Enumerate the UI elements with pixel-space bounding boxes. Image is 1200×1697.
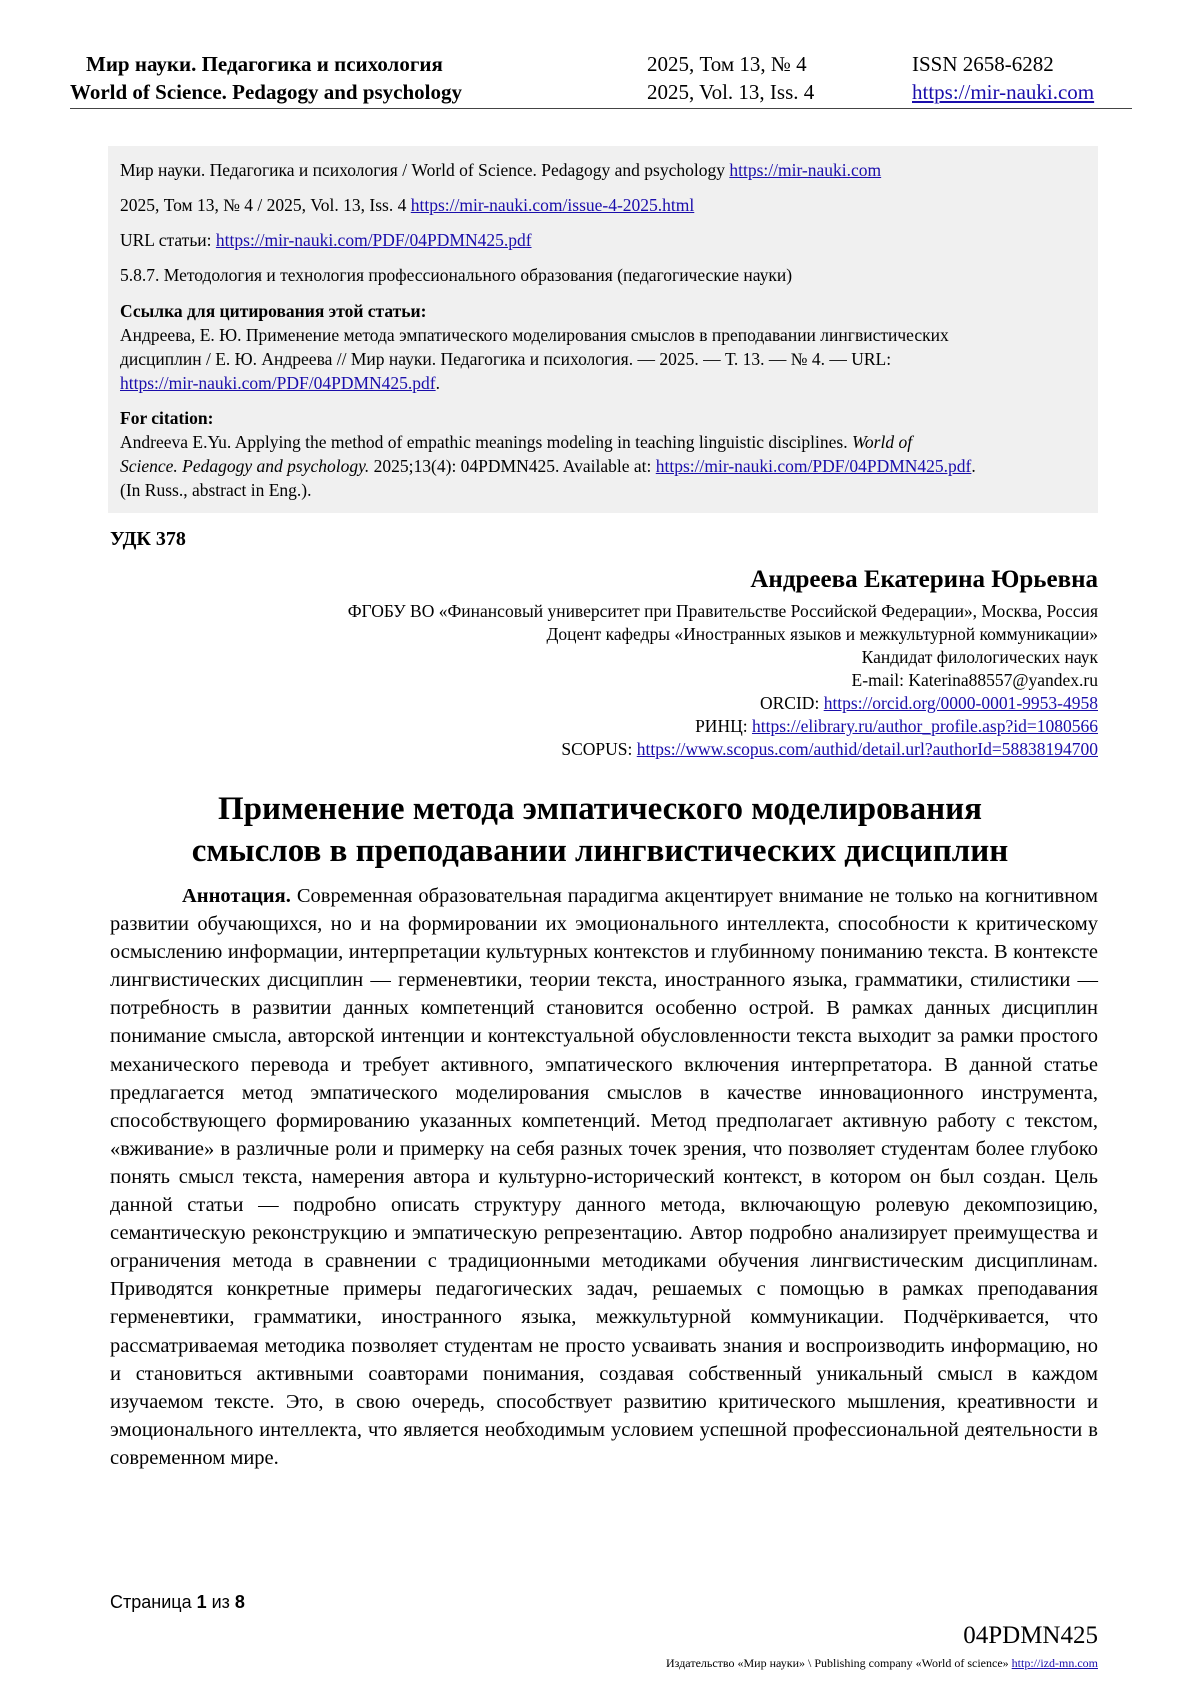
citation-ru-line-3: https://mir-nauki.com/PDF/04PDMN425.pdf. [120,373,441,393]
issn: ISSN 2658-6282 [912,52,1054,76]
citation-en-line-3: (In Russ., abstract in Eng.). [120,480,312,500]
journal-title-en: World of Science. Pedagogy and psychology [70,80,463,104]
info-url-line: URL статьи: https://mir-nauki.com/PDF/04PDMN425.pdf [120,230,532,250]
article-title [0,788,1200,872]
author-email: E-mail: Katerina88557@yandex.ru [851,670,1098,690]
info-specialty-line: 5.8.7. Методология и технология профессионального образования (педагогические науки) [120,265,793,285]
orcid-link[interactable]: https://orcid.org/0000-0001-9953-4958 [823,693,1098,713]
article-code: 04PDMN425 [963,1622,1098,1649]
author-orcid: ORCID: https://orcid.org/0000-0001-9953-4958 [760,693,1098,713]
udk-code: УДК 378 [110,528,186,550]
header-divider [70,108,1132,109]
info-issue-link[interactable]: https://mir-nauki.com/issue-4-2025.html [410,195,695,215]
rinc-link[interactable]: https://elibrary.ru/author_profile.asp?id=1080566 [751,716,1098,736]
author-position: Доцент кафедры «Иностранных языков и межкультурной коммуникации» [546,624,1098,644]
info-journal-link[interactable]: https://mir-nauki.com [729,160,882,180]
citation-en-line-2: Science. Pedagogy and psychology. 2025;13(4): 04PDMN425. Available at: https://mir-nauki.com/PDF/04PDMN425.pdf. [120,456,976,476]
author-rinc: РИНЦ: https://elibrary.ru/author_profile.asp?id=1080566 [695,716,1098,736]
citation-en-heading: For citation: [120,408,214,428]
info-journal-line: Мир науки. Педагогика и психология / World of Science. Pedagogy and psychology https://mir-nauki.com [120,160,882,180]
journal-title-ru: Мир науки. Педагогика и психология [86,52,443,76]
info-article-url-link[interactable]: https://mir-nauki.com/PDF/04PDMN425.pdf [215,230,532,250]
issue-en: 2025, Vol. 13, Iss. 4 [647,80,815,104]
author-degree: Кандидат филологических наук [861,647,1098,667]
citation-ru-line-2: дисциплин / Е. Ю. Андреева // Мир науки. Педагогика и психология. — 2025. — Т. 13. — № 4. — URL: [120,349,892,369]
author-name: Андреева Екатерина Юрьевна [750,566,1098,593]
publisher-line: Издательство «Мир науки» \ Publishing company «World of science» http://izd-mn.com [666,1656,1098,1670]
page-number: Страница 1 из 8 [110,1592,245,1612]
article-title-line-1: Применение метода эмпатического моделирования [218,791,982,827]
journal-site-link[interactable]: https://mir-nauki.com [912,80,1095,104]
abstract-label: Аннотация. [182,885,291,907]
info-issue-line: 2025, Том 13, № 4 / 2025, Vol. 13, Iss. 4 https://mir-nauki.com/issue-4-2025.html [120,195,695,215]
author-affiliation: ФГОБУ ВО «Финансовый университет при Правительстве Российской Федерации», Москва, Россия [347,601,1098,621]
citation-en-line-1: Andreeva E.Yu. Applying the method of empathic meanings modeling in teaching linguistic disciplines. World of [120,432,913,452]
article-title-line-2: смыслов в преподавании лингвистических дисциплин [191,833,1009,869]
citation-ru-line-1: Андреева, Е. Ю. Применение метода эмпатического моделирования смыслов в преподавании лингвистических [120,325,949,345]
article-info-box [108,146,1098,513]
citation-en-link[interactable]: https://mir-nauki.com/PDF/04PDMN425.pdf [655,456,972,476]
citation-ru-heading: Ссылка для цитирования этой статьи: [120,301,427,321]
author-scopus: SCOPUS: https://www.scopus.com/authid/detail.url?authorId=58838194700 [561,739,1098,759]
abstract [110,882,1098,1472]
running-header [0,0,1200,110]
scopus-link[interactable]: https://www.scopus.com/authid/detail.url?authorId=58838194700 [636,739,1098,759]
citation-ru-link[interactable]: https://mir-nauki.com/PDF/04PDMN425.pdf [120,373,436,393]
issue-ru: 2025, Том 13, № 4 [647,52,807,76]
publisher-link[interactable]: http://izd-mn.com [1011,1656,1098,1670]
abstract-text: Современная образовательная парадигма акцентирует внимание не только на когнитивном развитии обучающихся, но и на формировании их эмоционального интеллекта, способности к критическому осмыслению информации, интерпретации культурных контекстов и глубинному пониманию текста. В контексте лингвистических дисциплин — герменевтики, теории текста, иностранного языка, грамматики, стилистики — потребность в развитии данных компетенций становится особенно острой. В рамках данных дисциплин понимание смысла, авторской интенции и контекстуальной обусловленности текста выходит за рамки простого механического перевода и требует активного, эмпатического включения интерпретатора. В данной статье предлагается метод эмпатического моделирования смыслов в качестве инновационного инструмента, способствующего формированию указанных компетенций. Метод предполагает активную работу с текстом, «вживание» в различные роли и примерку на себя разных точек зрения, что позволяет студентам более глубоко понять смысл текста, намерения автора и культурно-исторический контекст, в котором он был создан. Цель данной статьи — подробно описать структуру данного метода, включающую ролевую декомпозицию, семантическую реконструкцию и эмпатическую репрезентацию. Автор подробно анализирует преимущества и ограничения метода в сравнении с традиционными методиками обучения лингвистическим дисциплинам. Приводятся конкретные примеры педагогических задач, решаемых с помощью в рамках преподавания герменевтики, грамматики, иностранного языка, межкультурной коммуникации. Подчёркивается, что рассматриваемая методика позволяет студентам не просто усваивать знания и воспроизводить информацию, но и становиться активными соавторами понимания, создавая собственный уникальный смысл в каждом изучаемом тексте. Это, в свою очередь, способствует развитию критического мышления, креативности и эмоционального интеллекта, что является необходимым условием успешной профессиональной деятельности в современном мире. [110,885,1098,1469]
